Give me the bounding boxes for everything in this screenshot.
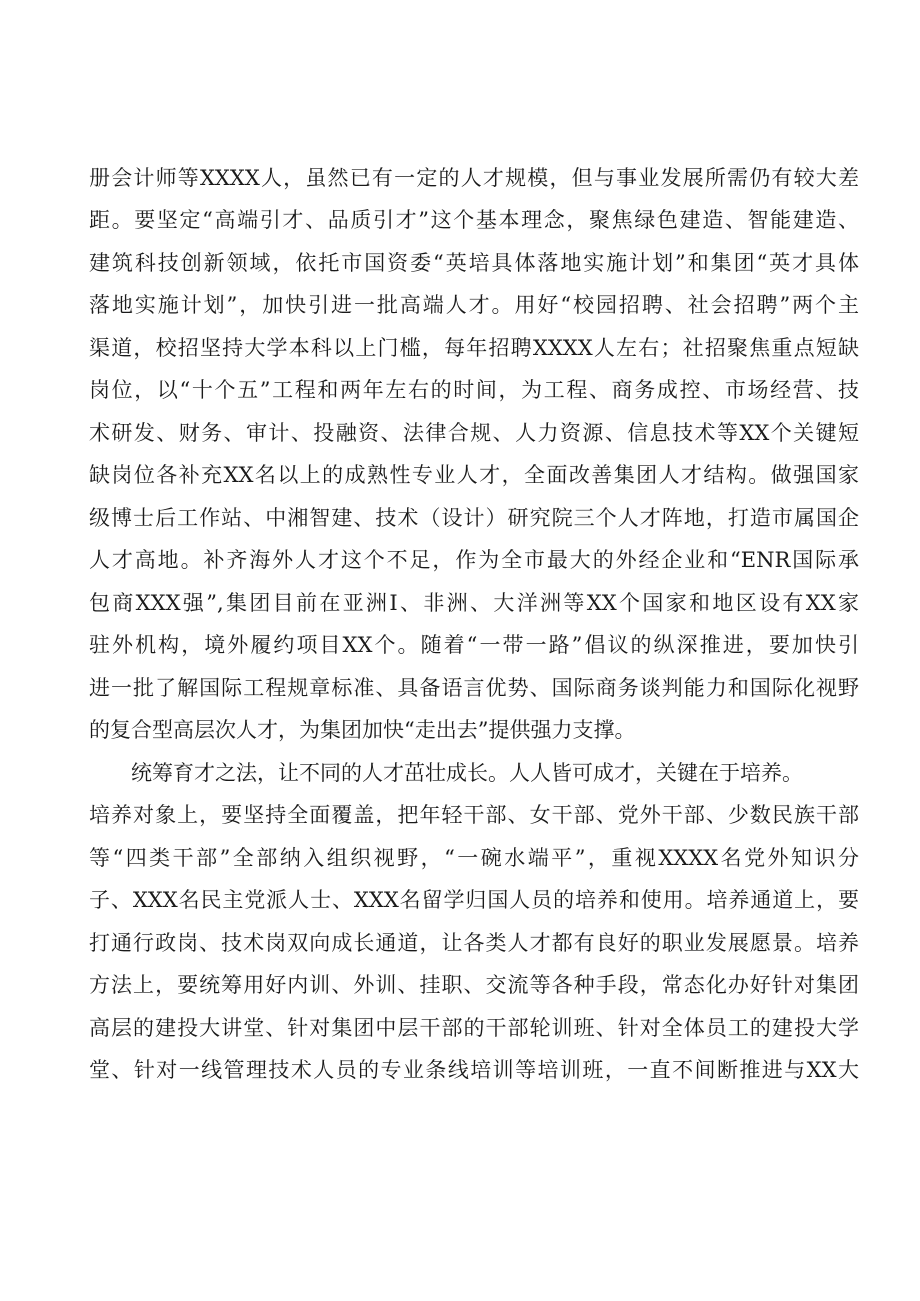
text-line: 堂、针对一线管理技术人员的专业条线培训等培训班，一直不间断推进与XX大 (89, 1058, 859, 1082)
paragraph-first-line: 统筹育才之法，让不同的人才茁壮成长。人人皆可成才，关键在于培养。 (131, 761, 803, 785)
text-line: 的复合型高层次人才，为集团加快“走出去”提供强力支撑。 (89, 718, 636, 742)
text-line: 子、XXX名民主党派人士、XXX名留学归国人员的培养和使用。培养通道上，要 (89, 888, 859, 912)
text-line: 册会计师等XXXX人，虽然已有一定的人才规模，但与事业发展所需仍有较大差 (89, 166, 859, 190)
text-line: 驻外机构，境外履约项目XX个。随着“一带一路”倡议的纵深推进，要加快引 (89, 633, 859, 657)
text-line: 缺岗位各补充XX名以上的成熟性专业人才，全面改善集团人才结构。做强国家 (89, 463, 859, 487)
text-line: 距。要坚定“高端引才、品质引才”这个基本理念，聚焦绿色建造、智能建造、 (89, 208, 859, 232)
text-line: 包商XXX强”,集团目前在亚洲I、非洲、大洋洲等XX个国家和地区设有XX家 (89, 591, 859, 615)
text-line: 进一批了解国际工程规章标准、具备语言优势、国际商务谈判能力和国际化视野 (89, 676, 859, 700)
text-line: 高层的建投大讲堂、针对集团中层干部的干部轮训班、针对全体员工的建投大学 (89, 1016, 859, 1040)
text-line: 建筑科技创新领域，依托市国资委“英培具体落地实施计划”和集团“英才具体 (89, 251, 859, 275)
text-line: 渠道，校招坚持大学本科以上门槛，每年招聘XXXX人左右；社招聚焦重点短缺 (89, 336, 859, 360)
text-line: 方法上，要统筹用好内训、外训、挂职、交流等各种手段，常态化办好针对集团 (89, 973, 859, 997)
text-line: 培养对象上，要坚持全面覆盖，把年轻干部、女干部、党外干部、少数民族干部 (89, 803, 859, 827)
text-line: 级博士后工作站、中湘智建、技术（设计）研究院三个人才阵地，打造市属国企 (89, 506, 859, 530)
text-line: 等“四类干部”全部纳入组织视野，“一碗水端平”，重视XXXX名党外知识分 (89, 846, 859, 870)
text-line: 落地实施计划”，加快引进一批高端人才。用好“校园招聘、社会招聘”两个主 (89, 293, 859, 317)
text-line: 人才高地。补齐海外人才这个不足，作为全市最大的外经企业和“ENR国际承 (89, 548, 859, 572)
text-line: 岗位，以“十个五”工程和两年左右的时间，为工程、商务成控、市场经营、技 (89, 378, 859, 402)
text-line: 打通行政岗、技术岗双向成长通道，让各类人才都有良好的职业发展愿景。培养 (89, 931, 859, 955)
text-line: 术研发、财务、审计、投融资、法律合规、人力资源、信息技术等XX个关键短 (89, 421, 859, 445)
